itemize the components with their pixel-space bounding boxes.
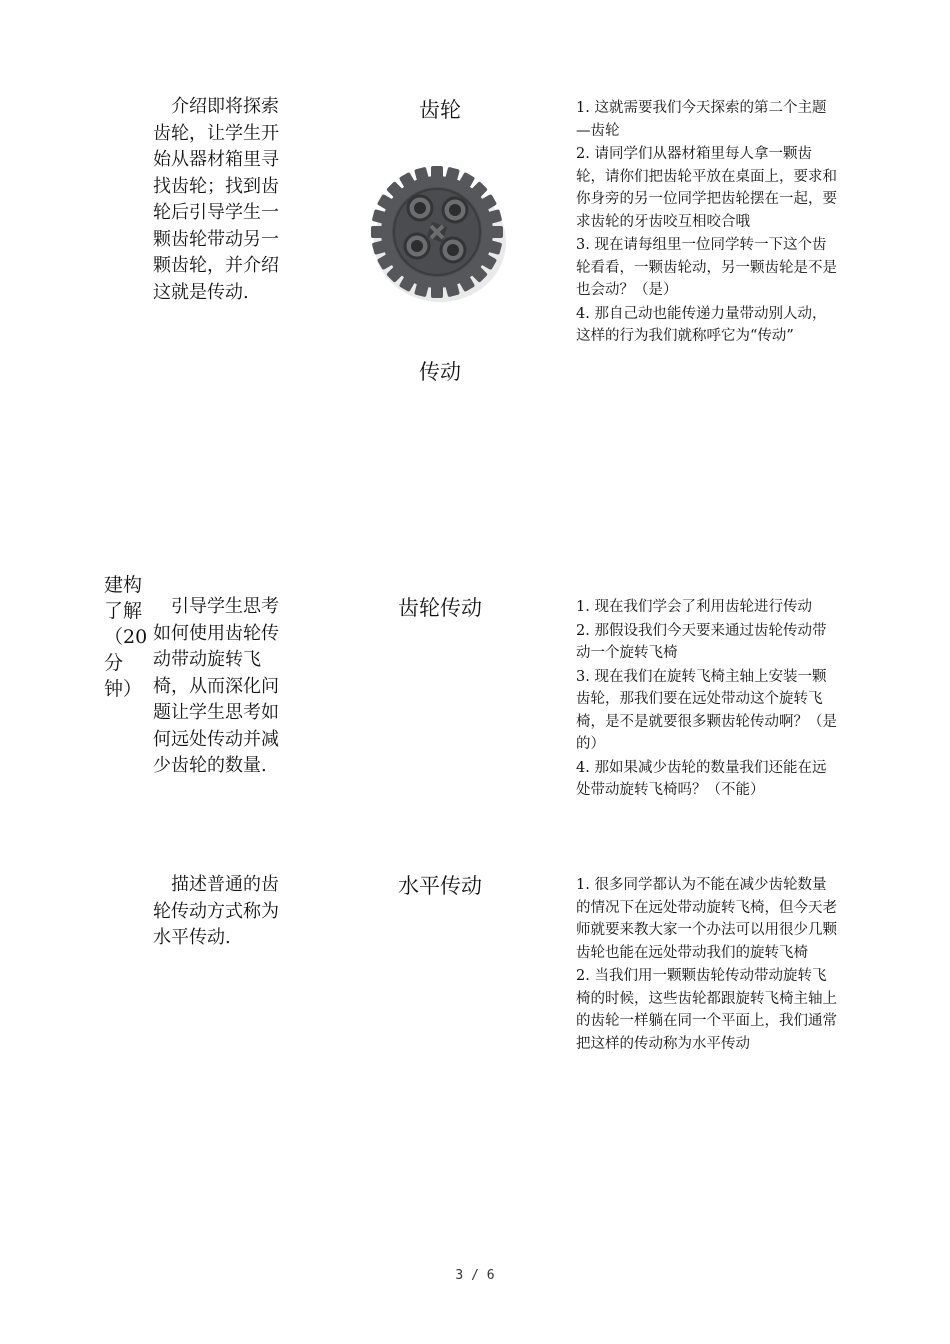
gear-image	[365, 160, 515, 310]
gear-icon	[365, 160, 515, 310]
row1-description: 介绍即将探索齿轮，让学生开始从器材箱里寻找齿轮；找到齿轮后引导学生一颗齿轮带动另一颗齿轮，并介绍这就是传动.	[153, 96, 279, 303]
page-number: 3 / 6	[455, 1268, 495, 1283]
row1-steps	[576, 97, 838, 349]
row2-steps	[576, 596, 838, 803]
row2-keyword: 齿轮传动	[398, 596, 482, 620]
list-item: 2. 请同学们从器材箱里每人拿一颗齿轮，请你们把齿轮平放在桌面上，要求和你身旁的另一位同学把齿轮摆在一起，要求齿轮的牙齿咬互相咬合哦	[576, 146, 837, 230]
row1-keyword-top: 齿轮	[419, 98, 461, 122]
list-item: 2. 当我们用一颗颗齿轮传动带动旋转飞椅的时候，这些齿轮都跟旋转飞椅主轴上的齿轮一样躺在同一个平面上，我们通常把这样的传动称为水平传动	[576, 968, 837, 1052]
row1-keyword-bottom: 传动	[419, 360, 461, 384]
list-item: 1. 现在我们学会了利用齿轮进行传动	[576, 599, 812, 615]
list-item: 1. 很多同学都认为不能在减少齿轮数量的情况下在远处带动旋转飞椅，但今天老师就要来教大家一个办法可以用很少几颗齿轮也能在远处带动我们的旋转飞椅	[576, 877, 837, 961]
section-label: 建构了解（20分钟）	[104, 574, 148, 700]
list-item: 4. 那自己动也能传递力量带动别人动，这样的行为我们就称呼它为“传动”	[576, 305, 827, 344]
row3-description: 描述普通的齿轮传动方式称为水平传动.	[153, 874, 279, 948]
row2-description: 引导学生思考如何使用齿轮传动带动旋转飞椅，从而深化问题让学生思考如何远处传动并减少齿轮的数量.	[153, 596, 279, 776]
list-item: 2. 那假设我们今天要来通过齿轮传动带动一个旋转飞椅	[576, 622, 827, 661]
list-item: 4. 那如果减少齿轮的数量我们还能在远处带动旋转飞椅吗？（不能）	[576, 759, 827, 798]
row3-keyword: 水平传动	[398, 874, 482, 898]
list-item: 3. 现在请每组里一位同学转一下这个齿轮看看，一颗齿轮动，另一颗齿轮是不是也会动？（是）	[576, 237, 837, 298]
list-item: 3. 现在我们在旋转飞椅主轴上安装一颗齿轮，那我们要在远处带动这个旋转飞椅，是不是就要很多颗齿轮传动啊？（是的）	[576, 668, 837, 752]
list-item: 1. 这就需要我们今天探索的第二个主题—齿轮	[576, 100, 827, 139]
row3-steps	[576, 874, 838, 1056]
